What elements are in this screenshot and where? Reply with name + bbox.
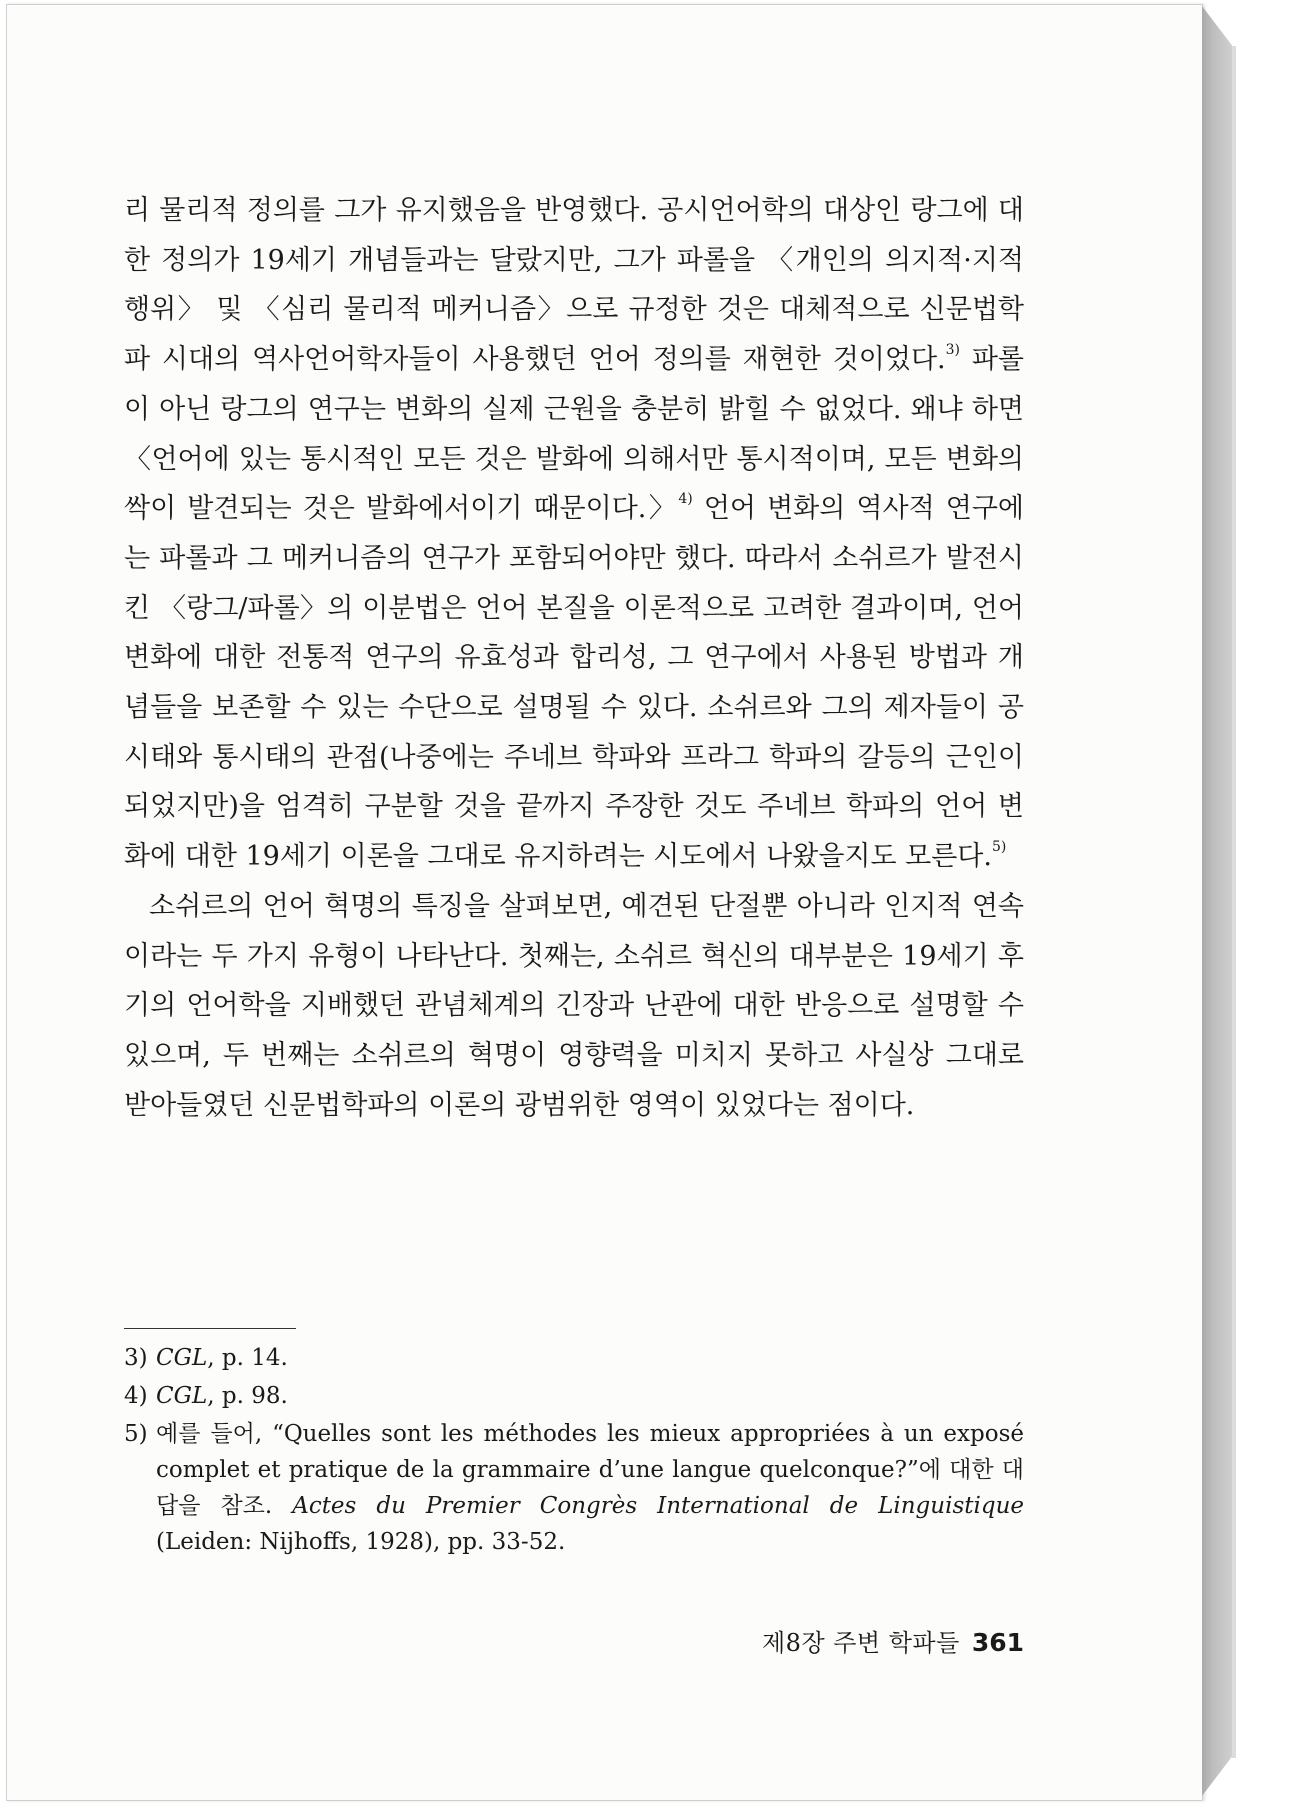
running-footer: [762, 1623, 1024, 1658]
page-stack-edge-highlight: [1232, 46, 1236, 1758]
footnote-text: [156, 1340, 1024, 1376]
footnote-ref-4[interactable]: 4): [678, 491, 693, 508]
footnote-text: [156, 1378, 1024, 1414]
citation-details: (Leiden: Nijhoffs, 1928), pp. 33-52.: [156, 1529, 566, 1555]
page-number: 361: [971, 1628, 1024, 1657]
footnote-3: [124, 1340, 1024, 1376]
footnote-number: 4): [124, 1383, 148, 1409]
footnote-5-lead: 예를 들어, “Quelles sont les méthodes les mieux appropriées à un exposé complet et pratique de la grammaire d’une langue quelconque?”에 대한 대답을 참조.: [156, 1421, 1024, 1519]
paragraph-2: 소쉬르의 언어 혁명의 특징을 살펴보면, 예견된 단절뿐 아니라 인지적 연속이라는 두 가지 유형이 나타난다. 첫째는, 소쉬르 혁신의 대부분은 19세기 후기의 언어학을 지배했던 관념체계의 긴장과 난관에 대한 반응으로 설명할 수 있으며, 두 번째는 소쉬르의 혁명이 영향력을 미치지 못하고 사실상 그대로 받아들였던 신문법학파의 이론의 광범위한 영역이 있었다는 점이다.: [124, 890, 1024, 1121]
footnote-ref-5[interactable]: 5): [991, 839, 1007, 856]
footnote-4: [124, 1378, 1024, 1414]
citation-title: Actes du Premier Congrès International de Linguistique: [292, 1493, 1024, 1519]
footnote-divider: [124, 1328, 296, 1329]
paragraph-1: [124, 186, 1024, 882]
footnote-number: 5): [124, 1421, 148, 1447]
footnote-text: [156, 1416, 1024, 1560]
footnotes: [124, 1340, 1024, 1562]
citation-title: CGL: [156, 1345, 208, 1371]
page-stack-edge: [1202, 6, 1232, 1796]
citation-page: , p. 14.: [207, 1345, 288, 1371]
footnote-5: [124, 1416, 1024, 1560]
chapter-title: 제8장 주변 학파들: [761, 1629, 960, 1657]
footnote-ref-3[interactable]: 3): [945, 342, 960, 359]
main-text: [124, 186, 1024, 1130]
citation-title: CGL: [156, 1383, 208, 1409]
paragraph-1-text-a: 리 물리적 정의를 그가 유지했음을 반영했다. 공시언어학의 대상인 랑그에 대한 정의가 19세기 개념들과는 달랐지만, 그가 파롤을 〈개인의 의지적·지적 행위〉 및 〈심리 물리적 메커니즘〉으로 규정한 것은 대체적으로 신문법학파 시대의 역사언어학자들이 사용했던 언어 정의를 재현한 것이었다.: [124, 195, 1024, 376]
paragraph-1-text-b: 파롤이 아닌 랑그의 연구는 변화의 실제 근원을 충분히 밝힐 수 없었다. 왜냐 하면 〈언어에 있는 통시적인 모든 것은 발화에 의해서만 통시적이며, 모든 변화의 싹이 발견되는 것은 발화에서이기 때문이다.〉: [124, 344, 1024, 525]
footnote-number: 3): [124, 1345, 148, 1371]
paragraph-1-text-c: 언어 변화의 역사적 연구에는 파롤과 그 메커니즘의 연구가 포함되어야만 했다. 따라서 소쉬르가 발전시킨 〈랑그/파롤〉의 이분법은 언어 본질을 이론적으로 고려한 결과이며, 언어 변화에 대한 전통적 연구의 유효성과 합리성, 그 연구에서 사용된 방법과 개념들을 보존할 수 있는 수단으로 설명될 수 있다. 소쉬르와 그의 제자들이 공시태와 통시태의 관점(나중에는 주네브 학파와 프라그 학파의 갈등의 근인이 되었지만)을 엄격히 구분할 것을 끝까지 주장한 것도 주네브 학파의 언어 변화에 대한 19세기 이론을 그대로 유지하려는 시도에서 나왔을지도 모른다.: [124, 493, 1024, 873]
citation-page: , p. 98.: [207, 1383, 288, 1409]
